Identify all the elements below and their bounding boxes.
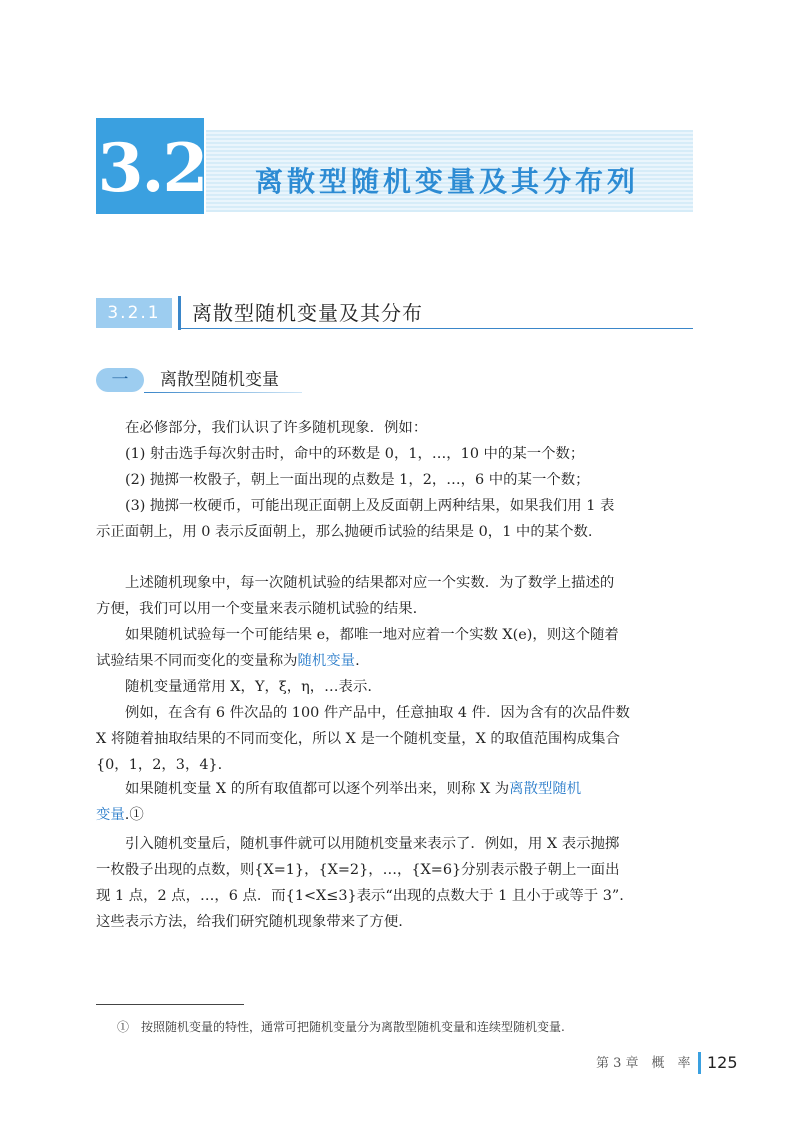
text-line: (3) 抛掷一枚硬币，可能出现正面朝上及反面朝上两种结果，如果我们用 1 表 [125,498,615,514]
paragraph-events [96,831,693,935]
text-line: {0，1，2，3，4}. [96,757,223,773]
text-line: 如果随机试验每一个可能结果 e，都唯一地对应着一个实数 X(e)，则这个随着 [125,627,619,643]
footer-accent-bar [698,1052,701,1074]
paragraph-definition [96,622,693,674]
text-line: X 将随着抽取结果的不同而变化，所以 X 是一个随机变量，X 的取值范围构成集合 [96,731,620,747]
section-underline [178,328,693,329]
text-fragment: 如果随机变量 X 的所有取值都可以逐个列举出来，则称 X 为 [125,781,510,797]
text-line: 示正面朝上，用 0 表示反面朝上，那么抛硬币试验的结果是 0，1 中的某个数. [96,524,593,540]
text-line: 这些表示方法，给我们研究随机现象带来了方便. [96,914,403,930]
paragraph-example-1 [96,441,693,467]
page-number: 125 [707,1053,738,1072]
footnote-text: ① 按照随机变量的特性，通常可把随机变量分为离散型随机变量和连续型随机变量. [117,1020,565,1034]
paragraph-intro [96,415,693,441]
chapter-number: 3.2 [97,129,207,207]
subsection-underline [144,392,302,393]
term-discrete-random-variable-cont: 变量 [96,807,125,823]
footnote-ref: .① [124,807,144,823]
text-line: 例如，在含有 6 件次品的 100 件产品中，任意抽取 4 件．因为含有的次品件数 [125,705,630,721]
paragraph-example-2 [96,467,693,493]
text-line [96,648,693,674]
paragraph-notation [96,674,693,700]
term-discrete-random-variable: 离散型随机 [509,781,582,797]
text-line: 方便，我们可以用一个变量来表示随机试验的结果. [96,601,418,617]
term-random-variable: 随机变量 [297,653,356,669]
text-line: 随机变量通常用 X，Y，ξ，η，…表示. [125,679,372,695]
text-line [96,802,693,828]
text-line: 一枚骰子出现的点数，则{X=1}，{X=2}，…，{X=6}分别表示骰子朝上一面出 [96,862,620,878]
paragraph-discrete-definition [96,776,693,828]
text-line [96,776,693,802]
chapter-title: 离散型随机变量及其分布列 [255,165,640,198]
section-number: 3.2.1 [107,303,161,323]
text-line: 现 1 点，2 点，…，6 点．而{1<X≤3}表示“出现的点数大于 1 且小于或等于 3”. [96,888,624,904]
footnote-rule [96,1004,244,1005]
text-line: (1) 射击选手每次射击时，命中的环数是 0，1，…，10 中的某一个数； [125,446,585,462]
text-line: 上述随机现象中，每一次随机试验的结果都对应一个实数．为了数学上描述的 [125,575,615,591]
footer-chapter-label: 第 3 章 概 率 [596,1056,691,1071]
text-line: (2) 抛掷一枚骰子，朝上一面出现的点数是 1，2，…，6 中的某一个数； [125,472,590,488]
section-divider [178,296,181,330]
subsection-title: 离散型随机变量 [160,370,279,390]
text-line: 引入随机变量后，随机事件就可以用随机变量来表示了．例如，用 X 表示抛掷 [125,836,620,852]
paragraph-example-defective [96,700,693,778]
paragraph-summary [96,570,693,622]
text-fragment: . [355,653,360,669]
subsection-marker: 一 [111,370,129,390]
section-title: 离散型随机变量及其分布 [192,301,423,325]
paragraph-example-3 [96,493,693,545]
text-fragment: 试验结果不同而变化的变量称为 [96,653,298,669]
text-line: 在必修部分，我们认识了许多随机现象．例如： [125,420,428,436]
